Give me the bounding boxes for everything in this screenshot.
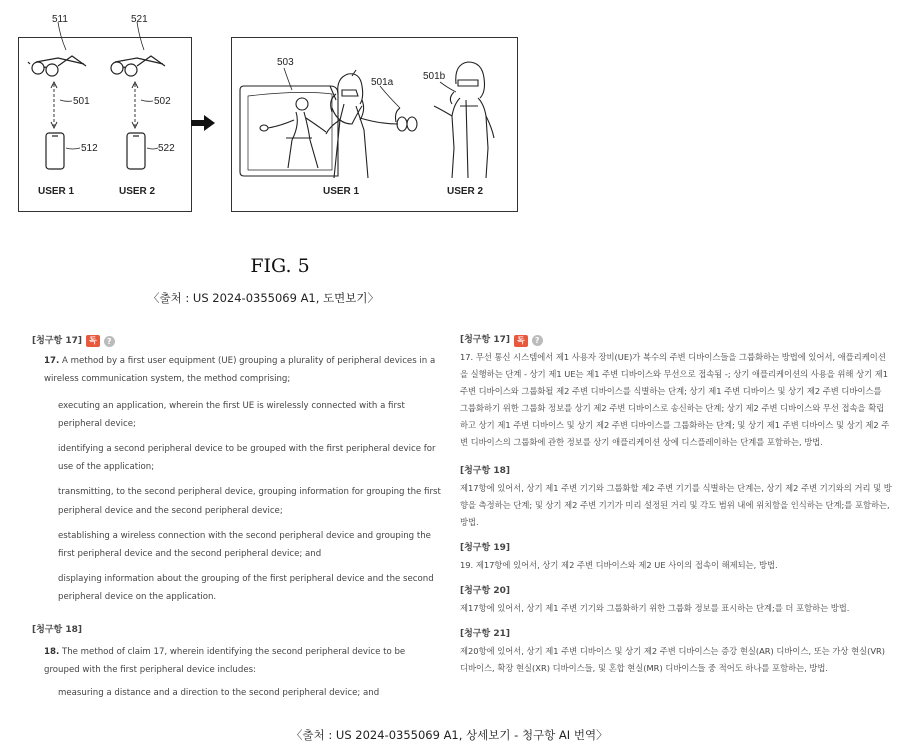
kr-claim-19-heading: [청구항 19] [460,543,510,553]
kr-claim-17 [460,332,892,451]
help-icon[interactable]: ? [104,336,115,347]
ref-503: 503 [277,57,294,68]
kr-claim-18 [460,463,892,531]
ar-glasses-icon [111,56,165,76]
smartphone-icon [127,133,145,169]
ref-501a: 501a [371,77,394,88]
claim-17-step-2: identifying a second peripheral device to be grouped with the first peripheral device for use of the application; [58,444,436,473]
claim-18-heading [32,621,442,639]
kr-claim-17-heading [460,332,892,349]
right-arrow-icon [191,115,215,131]
kr-claim-21-heading: [청구항 21] [460,629,510,639]
smartphone-icon [46,133,64,169]
ref-522: 522 [158,143,175,154]
claim-18-step-1: measuring a distance and a direction to the second peripheral device; and [58,688,380,699]
ref-502: 502 [154,96,171,107]
controller-icon [396,108,418,131]
ref-511: 511 [52,14,68,25]
ref-512: 512 [81,143,98,154]
kr-claim-17-label: [청구항 17] [460,335,510,345]
ref-501b: 501b [423,71,446,82]
claim-17-label: [청구항 17] [32,336,82,346]
kr-claim-20-heading: [청구항 20] [460,586,510,596]
ar-glasses-icon [28,56,86,76]
kr-claim-18-text: 제17항에 있어서, 상기 제1 주변 기기와 그룹화할 제2 주변 기기를 식별하는 단계는, 상기 제2 주변 기기와의 거리 및 방향을 측정하는 단계; 및 상기 제2 주변 기기가 미리 설정된 거리 및 각도 범위 내에 위치함을 인식하는 단계;를 포함하는, 방법. [460,483,892,527]
help-icon[interactable]: ? [532,335,543,346]
claim-17-body: A method by a first user equipment (UE) grouping a plurality of peripheral devices in a wireless communication system, the method comprising; [44,356,436,385]
english-claims [32,332,442,709]
ref-521: 521 [131,14,148,25]
kr-claim-21-text: 제20항에 있어서, 상기 제1 주변 디바이스 및 상기 제2 주변 디바이스는 증강 현실(AR) 디바이스, 또는 가상 현실(VR) 디바이스, 확장 현실(XR) 디바이스들, 및 혼합 현실(MR) 디바이스들 중 적어도 하나를 포함하는, 방법. [460,646,886,673]
figure-title: FIG. 5 [250,255,310,277]
claim-17-step-5: displaying information about the grouping of the first peripheral device and the second peripheral device on the application. [58,574,434,603]
claim-17-number: 17. [44,356,60,367]
kr-claim-21 [460,626,892,677]
claim-18-body: The method of claim 17, wherein identifying the second peripheral device to be grouped with the first peripheral device includes: [44,646,406,676]
kr-claim-19-text: 19. 제17항에 있어서, 상기 제2 주변 디바이스와 제2 UE 사이의 접속이 해제되는, 방법. [460,560,778,570]
independent-badge[interactable]: 독 [86,335,100,347]
kr-claim-19 [460,540,892,574]
claim-17-step-4: establishing a wireless connection with the second peripheral device and grouping the first peripheral device and the second peripheral device; and [58,530,431,560]
user1-right-label: USER 1 [323,186,360,197]
claim-17-step-3: transmitting, to the second peripheral device, grouping information for grouping the first peripheral device and the second peripheral device; [58,487,441,516]
virtual-screen [240,86,338,176]
kr-claim-20-text: 제17항에 있어서, 상기 제1 주변 기기와 그룹화하기 위한 그룹화 정보를 표시하는 단계;를 더 포함하는 방법. [460,603,850,613]
claim-17-heading [32,332,442,350]
user1-label: USER 1 [38,186,75,197]
korean-claims [460,332,892,686]
user2-right-label: USER 2 [447,186,484,197]
claim-18-label: [청구항 18] [32,624,82,635]
claim-18-text [44,643,442,679]
kr-claim-20 [460,583,892,617]
claim-17-step-1: executing an application, wherein the first UE is wirelessly connected with a first peripheral device; [58,400,405,429]
caption-bottom: 〈출처 : US 2024-0355069 A1, 상세보기 - 청구항 AI 번역〉 [291,728,608,742]
user2-label: USER 2 [119,186,156,197]
ref-501: 501 [73,96,90,107]
claim-17-text [44,352,442,388]
kr-claim-18-heading: [청구항 18] [460,466,510,476]
claim-18-number: 18. [44,646,60,657]
independent-badge[interactable]: 독 [514,335,528,347]
kr-claim-17-text: 17. 무선 통신 시스템에서 제1 사용자 장비(UE)가 복수의 주변 디바이스들을 그룹화하는 방법에 있어서, 애플리케이션을 실행하는 단계 - 상기 제1 UE는 제1 주변 디바이스와 무선으로 접속됨 -; 상기 애플리케이션의 사용을 위해 상기 제1 주변 디바이스와 그룹화될 제2 주변 디바이스를 식별하는 단계; 상기 제1 주변 디바이스 및 상기 제2 주변 디바이스를 그룹화하기 위한 그룹화 정보를 상기 제2 주변 디바이스로 송신하는 단계; 상기 제2 주변 디바이스와 무선 접속을 확립하고 상기 제1 주변 디바이스 및 상기 제2 주변 디바이스를 그룹화하는 단계; 및 상기 제1 주변 디바이스 및 상기 제2 주변 디바이스의 그룹화에 관한 정보를 상기 애플리케이션 상에 디스플레이하는 단계를 포함하는, 방법. [460,352,890,447]
caption-top: 〈출처 : US 2024-0355069 A1, 도면보기〉 [148,291,379,305]
